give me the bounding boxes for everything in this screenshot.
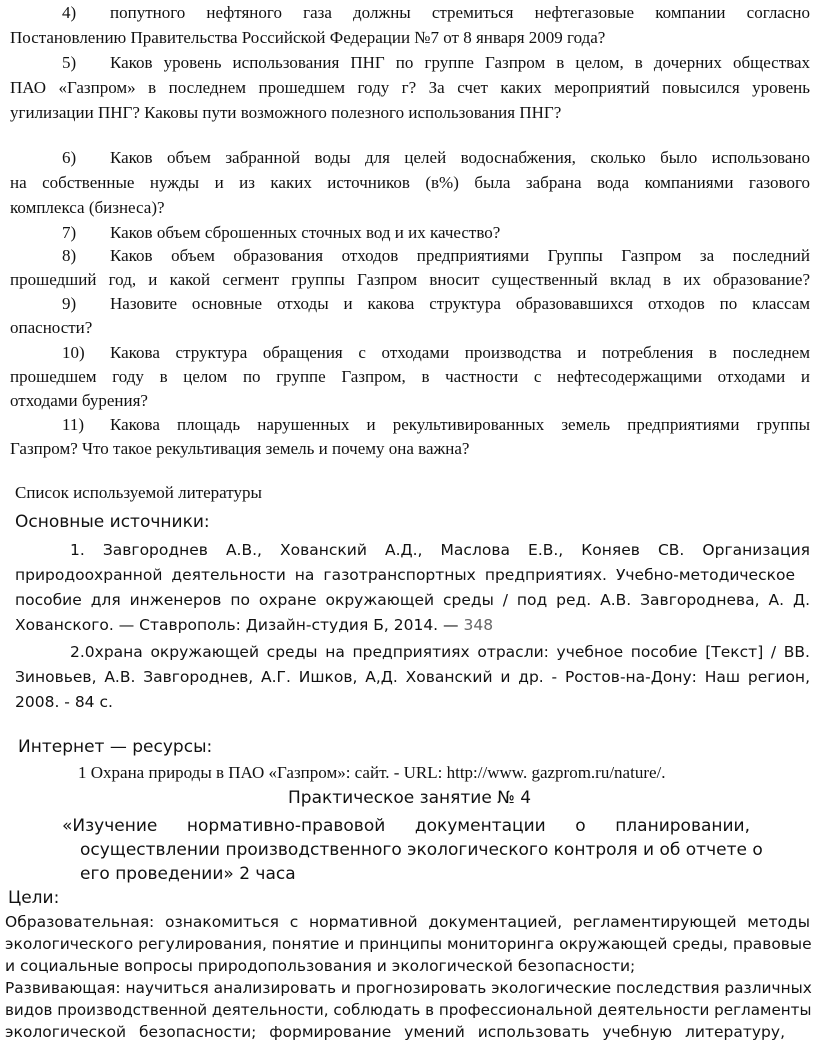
- goal-educational-line: экологического регулирования, понятие и принципы мониторинга окружающей среды, правовые: [5, 935, 812, 953]
- goal-developing-line: Развивающая: научиться анализировать и прогнозировать экологические последствия различных: [5, 979, 812, 997]
- question-text-line: Какова структура обращения с отходами производства и потребления в последнем: [110, 343, 810, 362]
- question-text-line: отходами бурения?: [10, 391, 148, 410]
- goal-developing-line: экологической безопасности; формирование умений использовать учебную литературу,: [5, 1023, 785, 1041]
- goal-educational-line: и социальные вопросы природопользования и экологической безопасности;: [5, 957, 636, 975]
- question-text-line: комплекса (бизнеса)?: [10, 198, 165, 217]
- question-number: 11): [62, 415, 85, 434]
- question-text-line: прошедший год, и какой сегмент группы Газпром вносит существенный вклад в их образование?: [10, 270, 810, 289]
- question-text-line: Каков уровень использования ПНГ по группе Газпром в целом, в дочерних обществах: [110, 53, 810, 72]
- practice-topic-line: осуществлении производственного экологического контроля и об отчете о: [80, 840, 763, 860]
- source-1-line: 1. Завгороднев А.В., Хованский А.Д., Маслова Е.В., Коняев СВ. Организация: [70, 541, 810, 559]
- main-sources-title: Основные источники:: [15, 512, 210, 532]
- source-1-line: природоохранной деятельности на газотранспортных предприятиях. Учебно-методическое: [15, 566, 795, 584]
- source-2-line: 2.0храна окружающей среды на предприятиях отрасли: учебное пособие [Текст] / ВВ.: [70, 643, 810, 661]
- question-number: 7): [62, 223, 77, 242]
- source-1-pages: 348: [463, 616, 494, 634]
- question-text-line: Назовите основные отходы и какова структура образовавшихся отходов по классам: [110, 294, 810, 313]
- question-text-line: Каков объем сброшенных сточных вод и их качество?: [110, 223, 501, 242]
- question-number: 9): [62, 294, 77, 313]
- question-text-line: Газпром? Что такое рекультивация земель и почему она важна?: [10, 439, 470, 458]
- source-2-line: 2008. - 84 с.: [15, 693, 113, 711]
- question-text-line: Какова площадь нарушенных и рекультивированных земель предприятиями группы: [110, 415, 810, 434]
- question-number: 4): [62, 3, 77, 22]
- question-text-line: Каков объем забранной воды для целей водоснабжения, сколько было использовано: [110, 148, 810, 167]
- question-text-line: попутного нефтяного газа должны стремиться нефтегазовые компании согласно: [110, 3, 810, 22]
- goal-developing-line: видов производственной деятельности, соблюдать в профессиональной деятельности регламенты: [5, 1001, 812, 1019]
- question-number: 6): [62, 148, 77, 167]
- internet-resources-title: Интернет — ресурсы:: [18, 737, 213, 757]
- question-number: 10): [62, 343, 85, 362]
- question-text-line: Постановлению Правительства Российской Федерации №7 от 8 января 2009 года?: [10, 28, 606, 47]
- goals-title: Цели:: [8, 888, 60, 908]
- practice-title: Практическое занятие № 4: [288, 788, 532, 808]
- question-number: 8): [62, 246, 77, 265]
- question-text-line: Каков объем образования отходов предприятиями Группы Газпром за последний: [110, 246, 810, 265]
- question-text-line: на собственные нужды и из каких источников (в%) была забрана вода компаниями газового: [10, 173, 810, 192]
- question-text-line: опасности?: [10, 318, 93, 337]
- question-text-line: угилизации ПНГ? Каковы пути возможного полезного использования ПНГ?: [10, 103, 562, 122]
- question-text-line: ПАО «Газпром» в последнем прошедшем году г? За счет каких мероприятий повысился уровень: [10, 78, 810, 97]
- source-1-line: Хованского. — Ставрополь: Дизайн-студия Б, 2014. — 348: [15, 616, 494, 634]
- source-2-line: Зиновьев, А.В. Завгороднев, А.Г. Ишков, А,Д. Хованский и др. - Ростов-на-Дону: Наш регион,: [15, 668, 810, 686]
- goal-educational-line: Образовательная: ознакомиться с нормативной документацией, регламентирующей методы: [5, 913, 810, 931]
- internet-source-1: 1 Охрана природы в ПАО «Газпром»: сайт. - URL: http://www. gazprom.ru/nature/.: [78, 763, 666, 782]
- question-number: 5): [62, 53, 77, 72]
- practice-topic-line: «Изучение нормативно-правовой документации о планировании,: [62, 816, 750, 836]
- source-1-line: пособие для инженеров по охране окружающей среды / под ред. А.В. Завгороднева, А. Д.: [15, 591, 810, 609]
- literature-title: Список используемой литературы: [15, 483, 262, 502]
- question-text-line: прошедшем году в целом по группе Газпром, в частности с нефтесодержащими отходами и: [10, 367, 810, 386]
- practice-topic-line: его проведении» 2 часа: [80, 864, 296, 884]
